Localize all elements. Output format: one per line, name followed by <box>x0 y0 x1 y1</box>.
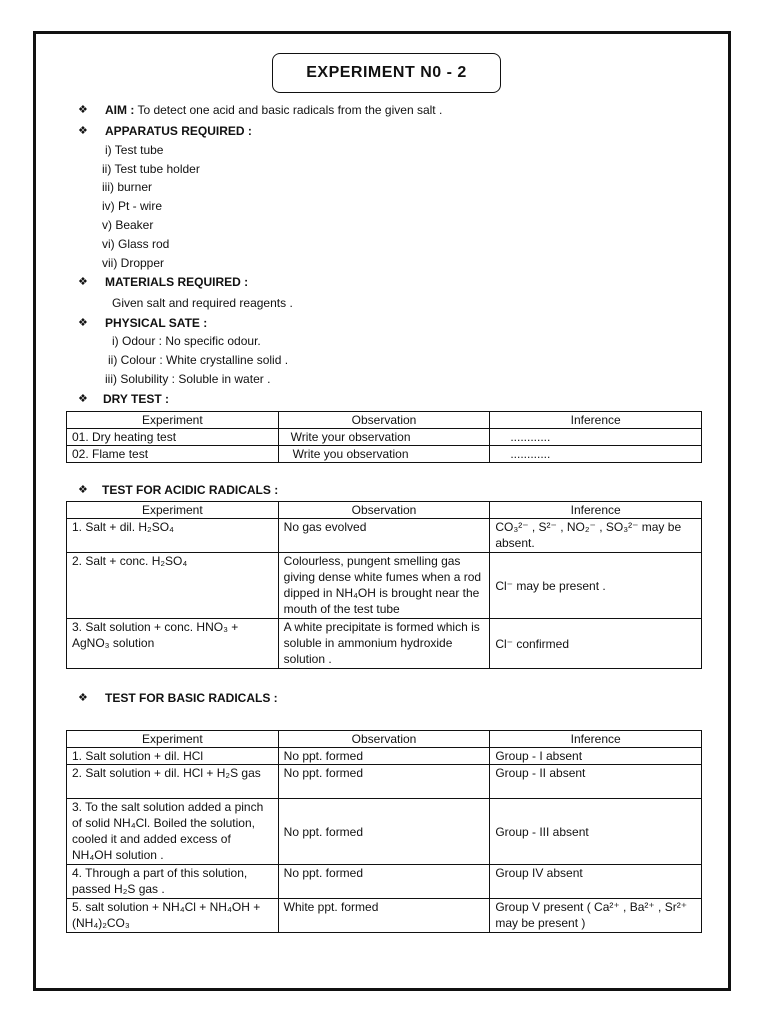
acidic-table <box>66 501 702 669</box>
table-row <box>67 619 702 669</box>
aim-line <box>105 102 442 118</box>
table-header-row <box>67 731 702 748</box>
table-cell: Group - II absent <box>490 765 702 799</box>
apparatus-item: ii) Test tube holder <box>102 162 200 176</box>
apparatus-item: iv) Pt - wire <box>102 199 162 213</box>
table-cell: White ppt. formed <box>278 899 490 933</box>
table-row <box>67 519 702 553</box>
table-row <box>67 799 702 865</box>
table-cell: 2. Salt solution + dil. HCl + H₂S gas <box>67 765 279 799</box>
column-header: Experiment <box>67 502 279 519</box>
table-row <box>67 446 702 463</box>
table-cell: 2. Salt + conc. H₂SO₄ <box>67 553 279 619</box>
column-header: Inference <box>490 412 702 429</box>
column-header: Inference <box>490 731 702 748</box>
dry-test-table <box>66 411 702 463</box>
materials-heading: MATERIALS REQUIRED : <box>105 275 249 289</box>
table-cell: No ppt. formed <box>278 748 490 765</box>
physical-item: i) Odour : No specific odour. <box>112 334 261 348</box>
column-header: Observation <box>278 731 490 748</box>
table-row <box>67 765 702 799</box>
table-cell: No ppt. formed <box>278 765 490 799</box>
table-cell: 5. salt solution + NH₄Cl + NH₄OH + (NH₄)₂CO₃ <box>67 899 279 933</box>
table-cell: 4. Through a part of this solution, passed H₂S gas . <box>67 865 279 899</box>
bullet-icon: ❖ <box>78 104 88 116</box>
physical-heading: PHYSICAL SATE : <box>105 316 208 330</box>
column-header: Observation <box>278 502 490 519</box>
bullet-icon: ❖ <box>78 317 88 329</box>
aim-text: To detect one acid and basic radicals from the given salt . <box>137 103 443 117</box>
table-cell: 01. Dry heating test <box>67 429 279 446</box>
table-cell: 1. Salt + dil. H₂SO₄ <box>67 519 279 553</box>
table-cell: CO₃²⁻ , S²⁻ , NO₂⁻ , SO₃²⁻ may be absent. <box>490 519 702 553</box>
apparatus-item: vii) Dropper <box>102 256 165 270</box>
table-cell: 3. Salt solution + conc. HNO₃ + AgNO₃ solution <box>67 619 279 669</box>
basic-table <box>66 730 702 933</box>
table-cell: ............ <box>490 429 702 446</box>
aim-label: AIM : <box>105 103 135 117</box>
table-cell: Group - I absent <box>490 748 702 765</box>
table-cell: 3. To the salt solution added a pinch of solid NH₄Cl. Boiled the solution, cooled it and added excess of NH₄OH solution . <box>67 799 279 865</box>
table-row <box>67 748 702 765</box>
apparatus-item: i) Test tube <box>105 143 164 157</box>
apparatus-item: iii) burner <box>102 180 153 194</box>
apparatus-item: vi) Glass rod <box>102 237 170 251</box>
table-cell: Group - III absent <box>490 799 702 865</box>
table-row <box>67 429 702 446</box>
basic-heading: TEST FOR BASIC RADICALS : <box>105 691 278 705</box>
materials-text: Given salt and required reagents . <box>112 296 293 310</box>
table-header-row <box>67 412 702 429</box>
dry-test-heading: DRY TEST : <box>103 392 170 406</box>
table-cell: Colourless, pungent smelling gas giving dense white fumes when a rod dipped in NH₄OH is brought near the mouth of the test tube <box>278 553 490 619</box>
table-cell: ............ <box>490 446 702 463</box>
table-header-row <box>67 502 702 519</box>
table-cell: No ppt. formed <box>278 799 490 865</box>
bullet-icon: ❖ <box>78 484 88 496</box>
table-cell: Group V present ( Ca²⁺ , Ba²⁺ , Sr²⁺ may be present ) <box>490 899 702 933</box>
physical-item: iii) Solubility : Soluble in water . <box>105 372 271 386</box>
apparatus-heading: APPARATUS REQUIRED : <box>105 124 252 138</box>
table-cell: 02. Flame test <box>67 446 279 463</box>
column-header: Observation <box>278 412 490 429</box>
column-header: Experiment <box>67 412 279 429</box>
bullet-icon: ❖ <box>78 276 88 288</box>
table-cell: Group IV absent <box>490 865 702 899</box>
column-header: Inference <box>490 502 702 519</box>
table-cell: No ppt. formed <box>278 865 490 899</box>
physical-item: ii) Colour : White crystalline solid . <box>108 353 289 367</box>
table-row <box>67 553 702 619</box>
table-cell: 1. Salt solution + dil. HCl <box>67 748 279 765</box>
table-row <box>67 865 702 899</box>
table-cell: No gas evolved <box>278 519 490 553</box>
bullet-icon: ❖ <box>78 393 88 405</box>
acidic-heading: TEST FOR ACIDIC RADICALS : <box>102 483 279 497</box>
table-cell: Write your observation <box>278 429 490 446</box>
table-cell: Cl⁻ confirmed <box>490 619 702 669</box>
bullet-icon: ❖ <box>78 692 88 704</box>
column-header: Experiment <box>67 731 279 748</box>
table-cell: Cl⁻ may be present . <box>490 553 702 619</box>
table-cell: A white precipitate is formed which is soluble in ammonium hydroxide solution . <box>278 619 490 669</box>
page-title: EXPERIMENT N0 - 2 <box>272 53 501 93</box>
apparatus-item: v) Beaker <box>102 218 154 232</box>
bullet-icon: ❖ <box>78 125 88 137</box>
table-row <box>67 899 702 933</box>
table-cell: Write you observation <box>278 446 490 463</box>
